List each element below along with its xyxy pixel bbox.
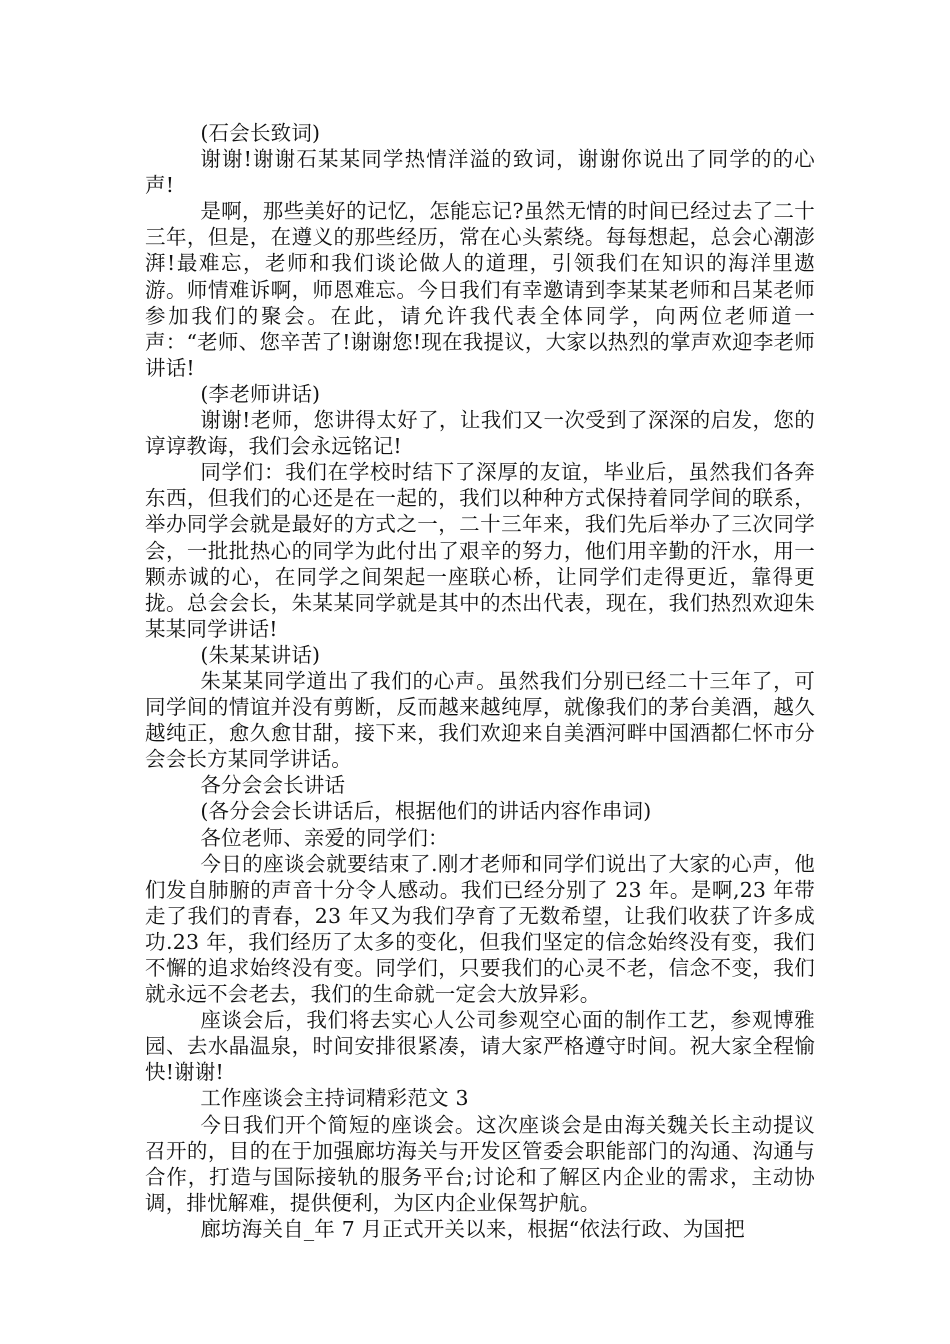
paragraph-3: 是啊，那些美好的记忆，怎能忘记?虽然无情的时间已经过去了二十三年，但是，在遵义的那些经历，常在心头萦绕。每每想起，总会心潮澎湃!最难忘，老师和我们谈论做人的道理，引领我们在知识的海洋里遨游。师情难诉啊，师恩难忘。今日我们有幸邀请到李某某老师和吕某老师参加我们的聚会。在此，请允许我代表全体同学，向两位老师道一声：“老师、您辛苦了!谢谢您!现在我提议，大家以热烈的掌声欢迎李老师讲话! [145, 199, 815, 380]
paragraph-16: 廊坊海关自_年 7 月正式开关以来，根据“依法行政、为国把 [200, 1216, 745, 1241]
paragraph-5: 谢谢!老师，您讲得太好了，让我们又一次受到了深深的启发，您的谆谆教诲，我们会永远铭记! [145, 408, 815, 459]
paragraph-8: 朱某某同学道出了我们的心声。虽然我们分别已经二十三年了，可同学间的情谊并没有剪断，反而越来越纯厚，就像我们的茅台美酒，越久越纯正，愈久愈甘甜，接下来，我们欢迎来自美酒河畔中国酒都仁怀市分会会长方某同学讲话。 [145, 668, 815, 772]
paragraph-2: 谢谢!谢谢石某某同学热情洋溢的致词，谢谢你说出了同学的的心声! [145, 147, 815, 198]
paragraph-4: (李老师讲话) [200, 381, 321, 406]
paragraph-9: 各分会会长讲话 [200, 773, 346, 798]
paragraph-7: (朱某某讲话) [200, 642, 321, 667]
paragraph-6: 同学们：我们在学校时结下了深厚的友谊，毕业后，虽然我们各奔东西，但我们的心还是在一起的，我们以种种方式保持着同学间的联系，举办同学会就是最好的方式之一，二十三年来，我们先后举办了三次同学会，一批批热心的同学为此付出了艰辛的努力，他们用辛勤的汗水，用一颗赤诚的心，在同学之间架起一座联心桥，让同学们走得更近，靠得更拢。总会会长，朱某某同学就是其中的杰出代表，现在，我们热烈欢迎朱某某同学讲话! [145, 460, 815, 641]
paragraph-15: 今日我们开个简短的座谈会。这次座谈会是由海关魏关长主动提议召开的，目的在于加强廊坊海关与开发区管委会职能部门的沟通、沟通与合作，打造与国际接轨的服务平台;讨论和了解区内企业的需求，主动协调，排忧解难，提供便利，为区内企业保驾护航。 [145, 1112, 815, 1215]
paragraph-10: (各分会会长讲话后，根据他们的讲话内容作串词) [200, 799, 652, 824]
paragraph-12: 今日的座谈会就要结束了.刚才老师和同学们说出了大家的心声，他们发自肺腑的声音十分令人感动。我们已经分别了 23 年。是啊,23 年带走了我们的青春，23 年又为我们孕育了无数希望，让我们收获了许多成功.23 年，我们经历了太多的变化，但我们坚定的信念始终没有变，我们不懈的追求始终没有变。同学们，只要我们的心灵不老，信念不变，我们就永远不会老去，我们的生命就一定会大放异彩。 [145, 851, 815, 1007]
document-body [145, 120, 815, 1242]
section-heading: 工作座谈会主持词精彩范文 3 [200, 1086, 469, 1111]
paragraph-11: 各位老师、亲爱的同学们： [200, 825, 449, 850]
paragraph-13: 座谈会后，我们将去实心人公司参观空心面的制作工艺，参观博雅园、去水晶温泉，时间安排很紧凑，请大家严格遵守时间。祝大家全程愉快!谢谢! [145, 1008, 815, 1085]
paragraph-1: (石会长致词) [200, 121, 321, 145]
